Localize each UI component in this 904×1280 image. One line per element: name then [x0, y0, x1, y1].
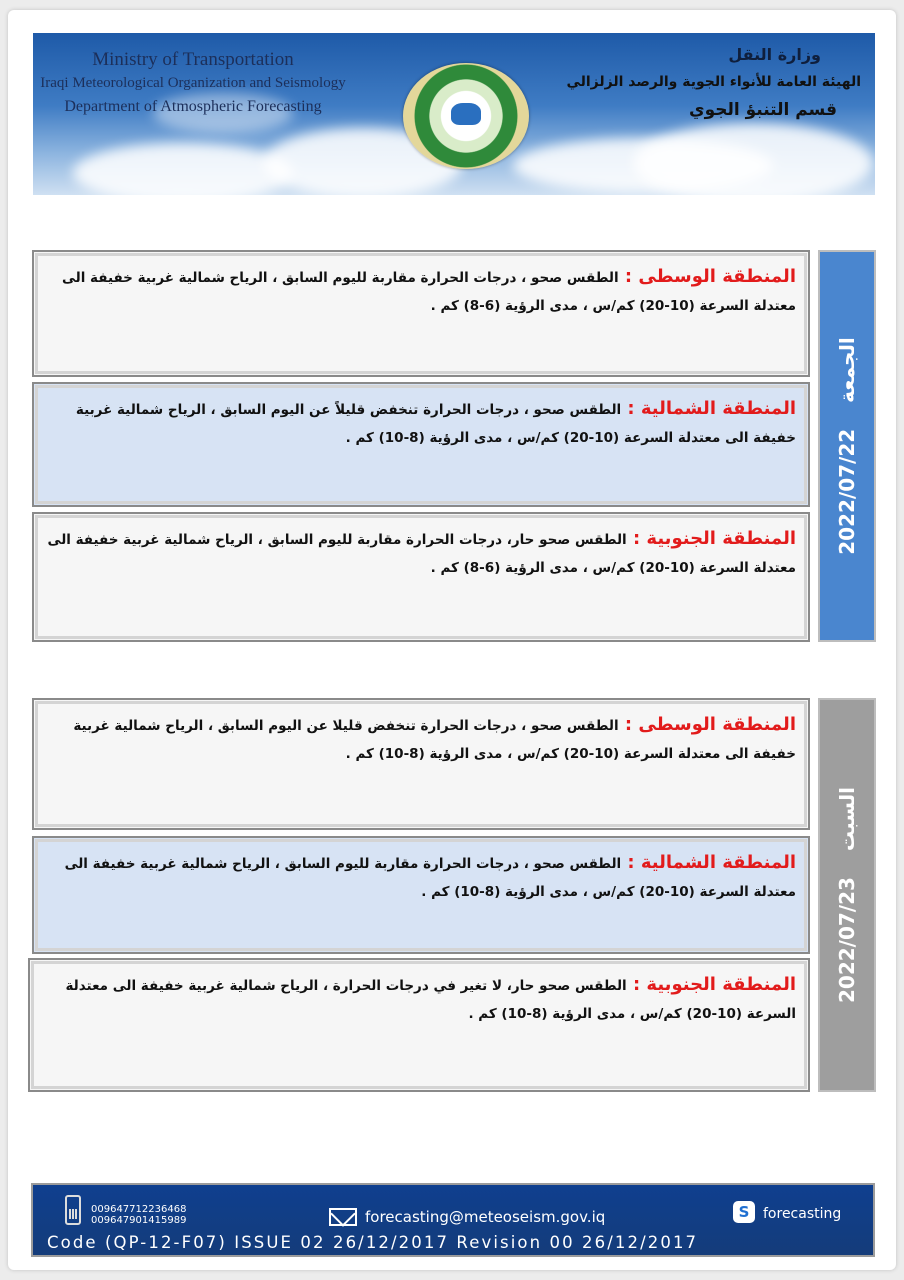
region-box-central: المنطقة الوسطى : الطقس صحو ، درجات الحرارة مقاربة لليوم السابق ، الرياح شمالية غربية خفيفة الى معتدلة السرعة (10-20) كم/س ، مدى الرؤية (6-8) كم . — [32, 250, 810, 377]
region-name: المنطقة الشمالية — [640, 852, 796, 873]
ministry-name-ar: وزارة النقل — [728, 45, 821, 64]
phone-numbers — [91, 1204, 186, 1226]
mobile-phone-icon — [65, 1195, 81, 1225]
skype-handle[interactable]: forecasting — [763, 1206, 842, 1222]
contact-footer — [31, 1183, 875, 1257]
region-box-south: المنطقة الجنوبية : الطقس صحو حار، لا تغير في درجات الحرارة ، الرياح شمالية غربية خفيفة الى معتدلة السرعة (10-20) كم/س ، مدى الرؤية (8-10) كم . — [28, 958, 810, 1092]
region-box-north: المنطقة الشمالية : الطقس صحو ، درجات الحرارة تنخفض قليلاً عن اليوم السابق ، الرياح شمالية غربية خفيفة الى معتدلة السرعة (10-20) كم/س ، مدى الرؤية (8-10) كم . — [32, 382, 810, 507]
department-name-ar: قسم التنبؤ الجوي — [689, 100, 837, 120]
region-name: المنطقة الوسطى — [638, 714, 796, 735]
arabic-header — [561, 45, 861, 120]
region-forecast: الطقس صحو ، درجات الحرارة مقاربة لليوم السابق ، الرياح شمالية غربية خفيفة الى معتدلة السرعة (10-20) كم/س ، مدى الرؤية (6-8) كم . — [61, 270, 796, 314]
region-name: المنطقة الجنوبية — [646, 528, 796, 549]
region-name: المنطقة الجنوبية — [646, 974, 796, 995]
day-bar-friday — [818, 250, 876, 642]
skype-icon: S — [733, 1201, 755, 1223]
region-forecast: الطقس صحو حار، لا تغير في درجات الحرارة ، الرياح شمالية غربية خفيفة الى معتدلة السرعة (10-20) كم/س ، مدى الرؤية (8-10) كم . — [65, 978, 796, 1022]
document-code: Code (QP-12-F07) ISSUE 02 26/12/2017 Revision 00 26/12/2017 — [47, 1233, 699, 1252]
day-bar-saturday — [818, 698, 876, 1092]
department-name-en: Department of Atmospheric Forecasting — [64, 98, 322, 115]
forecast-date: 2022/07/22 — [835, 428, 860, 555]
forecast-date: 2022/07/23 — [835, 877, 859, 1003]
region-forecast: الطقس صحو ، درجات الحرارة تنخفض قليلاً عن اليوم السابق ، الرياح شمالية غربية خفيفة الى معتدلة السرعة (10-20) كم/س ، مدى الرؤية (8-10) كم . — [75, 402, 796, 446]
organization-seal-icon — [403, 63, 529, 169]
region-forecast: الطقس صحو ، درجات الحرارة تنخفض قليلا عن اليوم السابق ، الرياح شمالية غربية خفيفة الى معتدلة السرعة (10-20) كم/س ، مدى الرؤية (8-10) كم . — [73, 718, 796, 762]
english-header — [33, 49, 353, 116]
header-banner — [33, 33, 875, 195]
region-forecast: الطقس صحو ، درجات الحرارة مقاربة لليوم السابق ، الرياح شمالية غربية خفيفة الى معتدلة السرعة (10-20) كم/س ، مدى الرؤية (8-10) كم . — [64, 856, 796, 900]
phone-number[interactable]: 009647901415989 — [91, 1215, 187, 1226]
ministry-name-en: Ministry of Transportation — [92, 49, 294, 70]
day-name: السبت — [835, 787, 859, 852]
day-name: الجمعة — [835, 337, 860, 403]
region-box-north: المنطقة الشمالية : الطقس صحو ، درجات الحرارة مقاربة لليوم السابق ، الرياح شمالية غربية خفيفة الى معتدلة السرعة (10-20) كم/س ، مدى الرؤية (8-10) كم . — [32, 836, 810, 954]
email-link[interactable]: forecasting@meteoseism.gov.iq — [365, 1208, 606, 1226]
envelope-icon — [329, 1208, 357, 1226]
region-box-central: المنطقة الوسطى : الطقس صحو ، درجات الحرارة تنخفض قليلا عن اليوم السابق ، الرياح شمالية غربية خفيفة الى معتدلة السرعة (10-20) كم/س ، مدى الرؤية (8-10) كم . — [32, 698, 810, 830]
phone-number[interactable]: 009647712236468 — [91, 1204, 187, 1215]
region-name: المنطقة الشمالية — [640, 398, 796, 419]
organization-name-ar: الهيئة العامة للأنواء الجوية والرصد الزلزالي — [566, 74, 861, 90]
organization-name-en: Iraqi Meteorological Organization and Seismology — [40, 75, 346, 91]
region-name: المنطقة الوسطى — [638, 266, 796, 287]
region-box-south: المنطقة الجنوبية : الطقس صحو حار، درجات الحرارة مقاربة لليوم السابق ، الرياح شمالية غربية خفيفة الى معتدلة السرعة (10-20) كم/س ، مدى الرؤية (6-8) كم . — [32, 512, 810, 642]
region-forecast: الطقس صحو حار، درجات الحرارة مقاربة لليوم السابق ، الرياح شمالية غربية خفيفة الى معتدلة السرعة (10-20) كم/س ، مدى الرؤية (6-8) كم . — [47, 532, 796, 576]
